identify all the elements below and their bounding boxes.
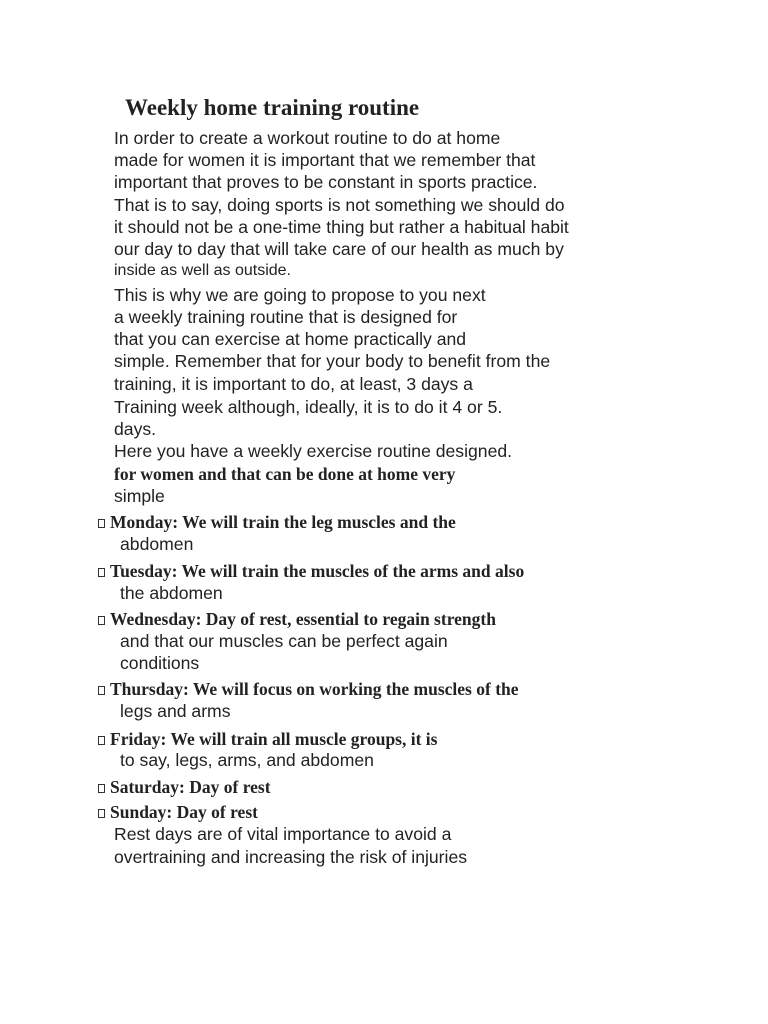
proposal-line-3: that you can exercise at home practically and xyxy=(114,329,467,349)
day-continuation-monday-1: abdomen xyxy=(120,534,194,554)
bullet-square-icon xyxy=(98,784,105,793)
routine-intro-line-1: Here you have a weekly exercise routine designed. xyxy=(114,441,513,461)
proposal-line-7: days. xyxy=(114,419,157,439)
day-continuation-thursday-1: legs and arms xyxy=(120,701,231,721)
routine-intro-line-2: for women and that can be done at home very xyxy=(114,464,456,484)
intro-line-3: important that proves to be constant in sports practice. xyxy=(114,172,538,192)
proposal-line-1: This is why we are going to propose to you next xyxy=(114,285,486,305)
day-item-saturday xyxy=(98,776,271,798)
day-item-sunday xyxy=(98,801,258,823)
day-heading-thursday: Thursday: We will focus on working the muscles of the xyxy=(110,679,519,699)
proposal-line-2: a weekly training routine that is designed for xyxy=(114,307,458,327)
closing-line-2: overtraining and increasing the risk of injuries xyxy=(114,847,468,867)
intro-line-5: it should not be a one-time thing but rather a habitual habit xyxy=(114,217,569,237)
intro-line-7: inside as well as outside. xyxy=(114,262,291,279)
routine-intro-line-3: simple xyxy=(114,486,165,506)
closing-line-1: Rest days are of vital importance to avoid a xyxy=(114,824,452,844)
proposal-line-6: Training week although, ideally, it is to do it 4 or 5. xyxy=(114,397,503,417)
bullet-square-icon xyxy=(98,686,105,695)
intro-line-6: our day to day that will take care of our health as much by xyxy=(114,239,564,259)
day-item-wednesday xyxy=(98,608,496,630)
intro-line-2: made for women it is important that we remember that xyxy=(114,150,536,170)
day-heading-tuesday: Tuesday: We will train the muscles of the arms and also xyxy=(110,561,525,581)
day-heading-friday: Friday: We will train all muscle groups, it is xyxy=(110,729,438,749)
bullet-square-icon xyxy=(98,736,105,745)
day-continuation-friday-1: to say, legs, arms, and abdomen xyxy=(120,750,374,770)
day-item-tuesday xyxy=(98,560,524,582)
bullet-square-icon xyxy=(98,616,105,625)
intro-line-4: That is to say, doing sports is not something we should do xyxy=(114,195,565,215)
day-continuation-wednesday-1: and that our muscles can be perfect again xyxy=(120,631,448,651)
page-title: Weekly home training routine xyxy=(125,95,420,120)
proposal-line-5: training, it is important to do, at least, 3 days a xyxy=(114,374,473,394)
bullet-square-icon xyxy=(98,809,105,818)
day-continuation-wednesday-2: conditions xyxy=(120,653,200,673)
proposal-line-4: simple. Remember that for your body to benefit from the xyxy=(114,351,551,371)
bullet-square-icon xyxy=(98,568,105,577)
day-continuation-tuesday-1: the abdomen xyxy=(120,583,223,603)
day-item-thursday xyxy=(98,678,519,700)
day-heading-monday: Monday: We will train the leg muscles and the xyxy=(110,512,456,532)
day-heading-saturday: Saturday: Day of rest xyxy=(110,777,271,797)
day-item-monday xyxy=(98,511,456,533)
day-item-friday xyxy=(98,728,437,750)
day-heading-wednesday: Wednesday: Day of rest, essential to regain strength xyxy=(110,609,496,629)
intro-line-1: In order to create a workout routine to do at home xyxy=(114,128,501,148)
bullet-square-icon xyxy=(98,519,105,528)
day-heading-sunday: Sunday: Day of rest xyxy=(110,802,258,822)
